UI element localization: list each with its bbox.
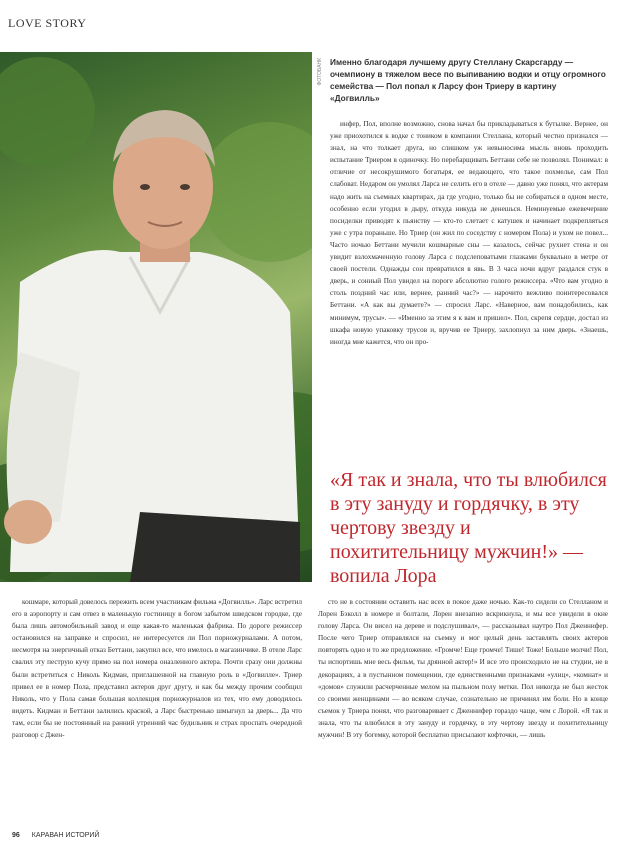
article-column-bottom-right xyxy=(318,596,608,828)
article-column-right-top xyxy=(330,118,608,460)
page-number: 96 xyxy=(12,832,20,839)
photo-credit: ФОТОБАНК xyxy=(317,58,323,86)
page-footer xyxy=(12,832,99,839)
magazine-name: КАРАВАН ИСТОРИЙ xyxy=(31,832,100,839)
photo-caption: Именно благодаря лучшему другу Стеллану Скарсгарду — очемпиону в тяжелом весе по выпиванию водки и отцу огромного семейства — Пол попал к Ларсу фон Триеру в картину «Догвилль» xyxy=(330,57,606,103)
article-text: инфер, Пол, вполне возможно, снова начал бы прикладываться к бутылке. Вернее, он уже приохотился к водке с тоником в компании Стеллана, который честно признался — знал, на что толкает друга, но слишком уж невыносима мысль вновь проходить испытание Триером в одиночку. Но перебарщивать Беттани себе не позволял. Понимал: в отличие от несокрушимого богатыря, ее ведающего, что такое похмелье, сам Пол слабоват. Недаром он умолял Ларса не селить его в отеле — давно уже понял, что актерам надо жить на съемных квартирах, да где угодно, только бы не собираться в одном месте, особенно если угодил в дыру, откуда никуда не денешься. Неминуемые ежевечерние посиделки приводят к пьянству — кто-то слетает с катушек и начинает подкрепляться уже с утра пораньше. Но Триер (он жил по соседству с номером Пола) и ухом не повел... Часто ночью Беттани мучили кошмарные сны — казалось, сейчас рухнет стена и он увидит взлохмаченную голову Ларса с подслеповатыми глазками буквально в метре от своей постели. Однажды сон превратился в явь. В 3 часа ночи вдруг раздался стук в дверь, и сонный Пол увидел на пороге абсолютно голого режиссера. «Что вам угодно в столь поздний час или, вернее, ранний час?» — нарочито вежливо поинтересовался Беттани. «А как вы думаете?» — спросил Ларс. «Наверное, вам понадобились, как минимум, трусы». — «Именно за этим я к вам и пришел». Пол, скрепя сердце, достал из шкафа новую упаковку трусов и, вручив ее Триеру, захлопнул за ним дверь. «Знаешь, иногда мне кажется, что он про- xyxy=(330,120,608,346)
article-text: сто не в состоянии оставить нас всех в покое даже ночью. Как-то сидели со Стелланом и Лорен Бэколл в номере и болтали, Лорен внезапно вскрикнула, и мы все увидели в окне голову Ларса. Он висел на дереве и подслушивал», — рассказывал наутро Пол Дженнифер. После чего Триер отправлялся на съемку и мог целый день заставлять своих актеров повторять одно и то же предложение. «Громче! Еще громче! Тише! Тоже! Больше молчи! Пол, ты испортишь мне весь фильм, ты дрянной актер!» И все это происходило не на студии, не в декорациях, а в пустынном помещении, где единственными признаками «улиц», «комнат» и «домов» служили расчерченные мелом на пыльном полу метки. Пол никогда не был жесток со своими женщинами — во всяком случае, сознательно не причинял им боли. Но в конце съемок у Триера понял, что разговаривает с Дженнифер гораздо чаще, чем с Лорой. «Я так и знала, что ты влюбился в эту зануду и гордячку, в эту чертову звезду и похитительницу мужчин! В эту богемку, которой бесплатно присылают кофточки, — лишь xyxy=(318,598,608,740)
pull-quote: «Я так и знала, что ты влюбился в эту зануду и гордячку, в эту чертову звезду и похитительницу мужчин!» — вопила Лора xyxy=(330,469,607,587)
section-label: LOVE STORY xyxy=(8,16,87,30)
hero-photo xyxy=(0,52,312,582)
article-column-bottom-left xyxy=(12,596,302,828)
article-text: кошмаре, который довелось пережить всем участникам фильма «Догвилль». Ларс встретил его в аэропорту и сам отвез в маленькую гостиницу в богом забытом шведском городке, где была лишь автомобильный завод и еще какая-то маленькая фабрика. По дороге режиссер остановился на заправке и спросил, не интересуется ли Пол порножурналами. А потом, несмотря на энергичный отказ Беттани, закупил все, что имелось в магазинчике. В отеле Ларс свалил эту пеструю кучу прямо на пол номера оназленного актера. Почти сразу они должны были встретиться с Николь Кидман, приглашенной на главную роль в «Догвилле». Триер привел ее в номер Пола, представил актеров друг другу, и как бы между прочим сообщил Николь, что у Пола самая большая коллекция порножурналов из тех, что ему доводилось видеть. Кидман и Беттани залились краской, а Ларс быстренько шмыгнул за дверь... Да что там, если бы не постоянный на ранний утренний час будильник и страх проспать очередной разговор с Джен- xyxy=(12,598,302,740)
portrait-illustration xyxy=(0,52,312,582)
